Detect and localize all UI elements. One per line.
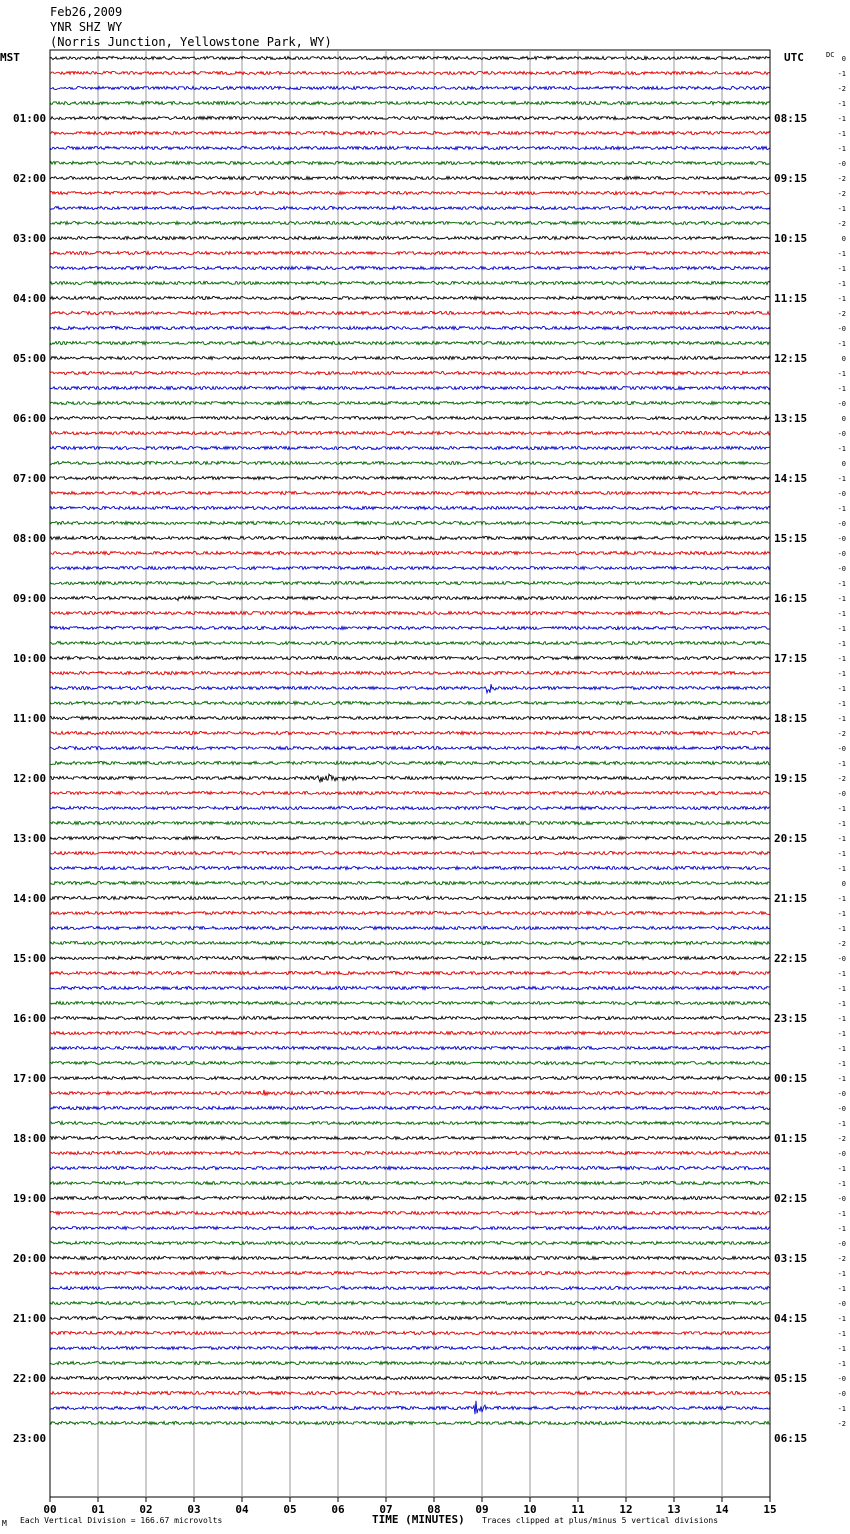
x-tick-label: 12: [619, 1503, 633, 1516]
dc-offset-label: -1: [837, 1345, 846, 1353]
dc-offset-label: -0: [837, 1240, 846, 1248]
trace-row: [50, 431, 770, 434]
trace-row: [50, 251, 770, 254]
dc-offset-label: -1: [837, 655, 846, 663]
trace-row: [50, 971, 770, 974]
left-hour-label: 22:00: [13, 1372, 47, 1385]
right-hour-label: 01:15: [774, 1132, 808, 1145]
dc-offset-label: -1: [837, 610, 846, 618]
trace-row: [50, 684, 770, 693]
trace-row: [50, 926, 770, 929]
left-hour-label: 07:00: [13, 472, 47, 485]
trace-row: [50, 86, 770, 89]
dc-offset-label: -0: [837, 790, 846, 798]
dc-offset-label: -1: [837, 595, 846, 603]
trace-row: [50, 326, 770, 329]
left-hour-label: 01:00: [13, 112, 47, 125]
right-hour-label: 04:15: [774, 1312, 808, 1325]
x-tick-label: 10: [523, 1503, 537, 1516]
footer-corner-mark: M: [2, 1519, 7, 1528]
dc-offset-label: -1: [837, 505, 846, 513]
dc-offset-label: -1: [837, 1330, 846, 1338]
right-hour-label: 09:15: [774, 172, 808, 185]
dc-offset-label: -1: [837, 385, 846, 393]
x-tick-label: 15: [763, 1503, 777, 1516]
dc-offset-label: -1: [837, 580, 846, 588]
grid-layer: [50, 50, 770, 1497]
dc-offset-label: -0: [837, 160, 846, 168]
trace-row: [50, 611, 770, 614]
dc-offset-label: -2: [837, 175, 846, 183]
x-tick-label: 07: [379, 1503, 393, 1516]
trace-row: [50, 551, 770, 554]
trace-row: [50, 371, 770, 374]
left-hour-label: 08:00: [13, 532, 47, 545]
right-hour-label: 10:15: [774, 232, 808, 245]
trace-row: [50, 1046, 770, 1049]
right-hour-label: 05:15: [774, 1372, 808, 1385]
x-tick-label: 11: [571, 1503, 585, 1516]
dc-offset-label: -0: [837, 1375, 846, 1383]
dc-offset-label: -1: [837, 1015, 846, 1023]
trace-row: [50, 1316, 770, 1319]
dc-offset-label: -1: [837, 1210, 846, 1218]
dc-offset-label: -1: [837, 1180, 846, 1188]
dc-offset-label: -2: [837, 1255, 846, 1263]
dc-offset-label: -1: [837, 1270, 846, 1278]
trace-row: [50, 716, 770, 719]
x-tick-label: 02: [139, 1503, 153, 1516]
x-tick-label: 01: [91, 1503, 105, 1516]
dc-offset-label: -1: [837, 1000, 846, 1008]
trace-row: [50, 161, 770, 164]
footer-scale-note: Each Vertical Division = 166.67 microvolts: [20, 1516, 223, 1525]
trace-row: [50, 774, 770, 782]
trace-layer: [50, 56, 770, 1424]
left-hour-label: 03:00: [13, 232, 47, 245]
trace-row: [50, 911, 770, 914]
dc-offset-label: -0: [837, 520, 846, 528]
dc-offset-label: -1: [837, 100, 846, 108]
trace-row: [50, 1346, 770, 1349]
trace-row: [50, 476, 770, 479]
left-hour-label: 14:00: [13, 892, 47, 905]
trace-row: [50, 1001, 770, 1004]
trace-row: [50, 221, 770, 224]
dc-offset-label: -1: [837, 1285, 846, 1293]
trace-row: [50, 1181, 770, 1184]
left-hour-label: 18:00: [13, 1132, 47, 1145]
trace-row: [50, 1241, 770, 1244]
trace-row: [50, 641, 770, 644]
right-hour-label: 15:15: [774, 532, 808, 545]
dc-offset-label: -0: [837, 1150, 846, 1158]
dc-offset-label: -0: [837, 1390, 846, 1398]
trace-row: [50, 596, 770, 601]
right-hour-label: 23:15: [774, 1012, 808, 1025]
trace-row: [50, 1121, 770, 1124]
trace-row: [50, 116, 770, 119]
dc-offset-label: -1: [837, 250, 846, 258]
trace-row: [50, 626, 770, 629]
x-tick-label: 00: [43, 1503, 57, 1516]
dc-offset-label: -0: [837, 955, 846, 963]
trace-row: [50, 386, 770, 389]
trace-row: [50, 71, 770, 74]
dc-offset-label: -1: [837, 1075, 846, 1083]
footer-clip-note: Traces clipped at plus/minus 5 vertical divisions: [482, 1516, 719, 1525]
dc-offset-label: -1: [837, 925, 846, 933]
dc-offset-label: 0: [841, 415, 846, 423]
right-hour-label: 19:15: [774, 772, 808, 785]
trace-row: [50, 1271, 770, 1274]
trace-row: [50, 1166, 770, 1169]
trace-row: [50, 281, 770, 284]
trace-row: [50, 761, 770, 764]
trace-row: [50, 131, 770, 134]
dc-offset-label: -1: [837, 805, 846, 813]
trace-row: [50, 461, 770, 464]
dc-offset-label: -2: [837, 730, 846, 738]
dc-offset-label: -1: [837, 700, 846, 708]
trace-row: [50, 401, 770, 404]
left-hour-label: 21:00: [13, 1312, 47, 1325]
dc-offset-label: -1: [837, 1315, 846, 1323]
dc-offset-label: -2: [837, 1420, 846, 1428]
trace-row: [50, 866, 770, 869]
dc-offset-label: -1: [837, 340, 846, 348]
dc-offset-label: -0: [837, 535, 846, 543]
dc-offset-label: -1: [837, 280, 846, 288]
dc-offset-label: -2: [837, 310, 846, 318]
dc-offset-label: -0: [837, 325, 846, 333]
dc-offset-label: -0: [837, 1105, 846, 1113]
dc-offset-label: -1: [837, 1225, 846, 1233]
right-hour-label: 13:15: [774, 412, 808, 425]
right-hour-label: 08:15: [774, 112, 808, 125]
trace-row: [50, 1090, 770, 1096]
trace-row: [50, 821, 770, 824]
trace-row: [50, 101, 770, 104]
trace-row: [50, 236, 770, 239]
left-hour-label: 15:00: [13, 952, 47, 965]
trace-row: [50, 296, 770, 299]
trace-row: [50, 851, 770, 854]
left-timezone-label: MST: [0, 51, 20, 64]
trace-row: [50, 1401, 770, 1414]
dc-offset-label: -0: [837, 550, 846, 558]
dc-offset-label: -1: [837, 760, 846, 768]
dc-offset-label: -2: [837, 940, 846, 948]
header-station: YNR SHZ WY: [50, 20, 123, 34]
dc-label: DC: [826, 51, 835, 59]
left-hour-label: 19:00: [13, 1192, 47, 1205]
left-hour-label: 12:00: [13, 772, 47, 785]
left-hour-label: 20:00: [13, 1252, 47, 1265]
trace-row: [50, 1136, 770, 1139]
trace-row: [50, 416, 770, 419]
dc-offset-label: -0: [837, 400, 846, 408]
header-location: (Norris Junction, Yellowstone Park, WY): [50, 35, 332, 49]
right-hour-label: 22:15: [774, 952, 808, 965]
dc-offset-label: -2: [837, 85, 846, 93]
left-hour-label: 16:00: [13, 1012, 47, 1025]
dc-offset-label: -2: [837, 1135, 846, 1143]
dc-offset-label: -1: [837, 1045, 846, 1053]
trace-row: [50, 446, 770, 449]
dc-offset-label: -1: [837, 820, 846, 828]
trace-row: [50, 1421, 770, 1424]
trace-row: [50, 1016, 770, 1019]
dc-offset-label: -2: [837, 775, 846, 783]
dc-offset-label: 0: [841, 355, 846, 363]
left-hour-label: 13:00: [13, 832, 47, 845]
dc-offset-label: -1: [837, 1165, 846, 1173]
dc-offset-label: -0: [837, 1090, 846, 1098]
right-hour-label: 17:15: [774, 652, 808, 665]
dc-offset-label: -1: [837, 835, 846, 843]
trace-row: [50, 1286, 770, 1289]
right-hour-label: 21:15: [774, 892, 808, 905]
trace-row: [50, 1031, 770, 1034]
left-hour-label: 10:00: [13, 652, 47, 665]
dc-offset-label: 0: [841, 460, 846, 468]
x-tick-label: 14: [715, 1503, 729, 1516]
x-tick-label: 09: [475, 1503, 489, 1516]
trace-row: [50, 731, 770, 734]
trace-row: [50, 1376, 770, 1379]
right-hour-label: 03:15: [774, 1252, 808, 1265]
trace-row: [50, 1361, 770, 1364]
trace-row: [50, 1391, 770, 1394]
dc-offset-label: -1: [837, 145, 846, 153]
trace-row: [50, 986, 770, 989]
dc-offset-label: -0: [837, 430, 846, 438]
dc-offset-label: -1: [837, 370, 846, 378]
dc-offset-label: -0: [837, 1195, 846, 1203]
trace-row: [50, 341, 770, 344]
dc-offset-label: -1: [837, 1360, 846, 1368]
right-hour-label: 16:15: [774, 592, 808, 605]
trace-row: [50, 191, 770, 194]
dc-offset-label: 0: [841, 55, 846, 63]
dc-offset-label: -1: [837, 445, 846, 453]
dc-offset-label: -1: [837, 715, 846, 723]
trace-row: [50, 266, 770, 269]
trace-row: [50, 311, 770, 314]
trace-row: [50, 356, 770, 359]
left-hour-labels: [13, 112, 46, 1445]
trace-row: [50, 566, 770, 569]
header-date: Feb26,2009: [50, 5, 123, 19]
dc-offset-label: -1: [837, 1405, 846, 1413]
x-tick-label: 05: [283, 1503, 297, 1516]
trace-row: [50, 1211, 770, 1214]
trace-row: [50, 1301, 770, 1304]
x-tick-label: 06: [331, 1503, 345, 1516]
trace-row: [50, 1256, 770, 1259]
dc-offset-label: -0: [837, 565, 846, 573]
dc-offset-label: -1: [837, 640, 846, 648]
left-hour-label: 02:00: [13, 172, 47, 185]
dc-offset-label: -1: [837, 1120, 846, 1128]
dc-offset-label: -1: [837, 1060, 846, 1068]
left-hour-label: 09:00: [13, 592, 47, 605]
dc-offset-label: -1: [837, 910, 846, 918]
trace-row: [50, 1151, 770, 1154]
left-hour-label: 04:00: [13, 292, 47, 305]
trace-row: [50, 56, 770, 59]
trace-row: [50, 1076, 770, 1079]
dc-offset-label: -1: [837, 265, 846, 273]
x-tick-label: 03: [187, 1503, 201, 1516]
trace-row: [50, 506, 770, 509]
right-hour-label: 12:15: [774, 352, 808, 365]
trace-row: [50, 206, 770, 209]
left-hour-label: 11:00: [13, 712, 47, 725]
trace-row: [50, 536, 770, 539]
left-hour-label: 05:00: [13, 352, 47, 365]
x-tick-label: 13: [667, 1503, 681, 1516]
trace-row: [50, 146, 770, 149]
dc-offset-label: -1: [837, 895, 846, 903]
trace-row: [50, 806, 770, 809]
trace-row: [50, 791, 770, 794]
trace-row: [50, 746, 770, 749]
dc-offset-labels: [838, 55, 846, 1428]
trace-row: [50, 1106, 770, 1109]
dc-offset-label: -1: [837, 475, 846, 483]
trace-row: [50, 656, 770, 659]
plot-frame: [50, 50, 770, 1497]
right-hour-label: 14:15: [774, 472, 808, 485]
left-hour-label: 23:00: [13, 1432, 47, 1445]
trace-row: [50, 896, 770, 899]
right-hour-label: 18:15: [774, 712, 808, 725]
trace-row: [50, 941, 770, 944]
right-hour-label: 00:15: [774, 1072, 808, 1085]
right-hour-label: 11:15: [774, 292, 808, 305]
trace-row: [50, 701, 770, 704]
left-hour-label: 06:00: [13, 412, 47, 425]
dc-offset-label: -1: [837, 865, 846, 873]
dc-offset-label: 0: [841, 235, 846, 243]
trace-row: [50, 1226, 770, 1229]
right-hour-label: 06:15: [774, 1432, 808, 1445]
trace-row: [50, 1061, 770, 1064]
x-tick-label: 08: [427, 1503, 441, 1516]
trace-row: [50, 1331, 770, 1334]
dc-offset-label: -1: [837, 985, 846, 993]
trace-row: [50, 176, 770, 179]
trace-row: [50, 881, 770, 884]
right-timezone-label: UTC: [784, 51, 804, 64]
x-axis-title: TIME (MINUTES): [372, 1513, 465, 1526]
dc-offset-label: -0: [837, 490, 846, 498]
trace-row: [50, 671, 770, 674]
dc-offset-label: -1: [837, 685, 846, 693]
dc-offset-label: -1: [837, 850, 846, 858]
dc-offset-label: -1: [837, 295, 846, 303]
dc-offset-label: -1: [837, 130, 846, 138]
dc-offset-label: 0: [841, 880, 846, 888]
x-tick-label: 04: [235, 1503, 249, 1516]
left-hour-label: 17:00: [13, 1072, 47, 1085]
dc-offset-label: -0: [837, 1300, 846, 1308]
dc-offset-label: -1: [837, 70, 846, 78]
dc-offset-label: -2: [837, 220, 846, 228]
trace-row: [50, 581, 770, 584]
dc-offset-label: -1: [837, 970, 846, 978]
trace-row: [50, 956, 770, 959]
trace-row: [50, 521, 770, 524]
dc-offset-label: -1: [837, 205, 846, 213]
dc-offset-label: -1: [837, 115, 846, 123]
trace-row: [50, 836, 770, 839]
dc-offset-label: -2: [837, 190, 846, 198]
trace-row: [50, 491, 770, 494]
dc-offset-label: -1: [837, 1030, 846, 1038]
right-hour-labels: [774, 112, 807, 1445]
dc-offset-label: -0: [837, 745, 846, 753]
right-hour-label: 02:15: [774, 1192, 808, 1205]
right-hour-label: 20:15: [774, 832, 808, 845]
dc-offset-label: -1: [837, 625, 846, 633]
trace-row: [50, 1196, 770, 1199]
dc-offset-label: -1: [837, 670, 846, 678]
